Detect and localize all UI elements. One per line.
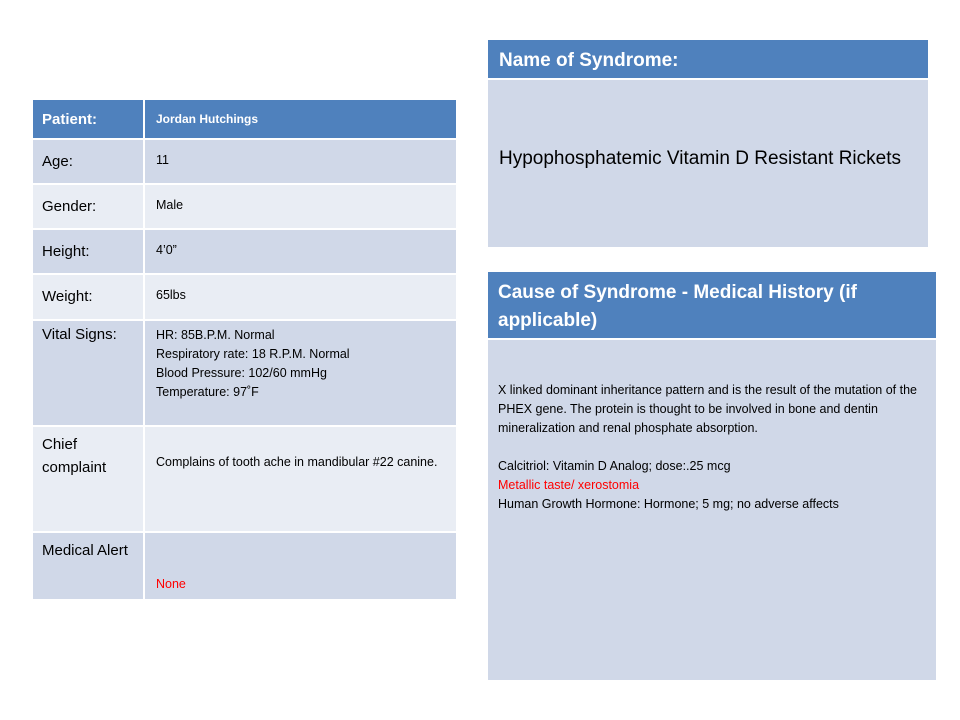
syndrome-name-panel bbox=[488, 80, 928, 247]
medication-growth-hormone: Human Growth Hormone: Hormone; 5 mg; no adverse affects bbox=[498, 497, 839, 511]
age-row bbox=[33, 140, 456, 185]
gender-value: Male bbox=[156, 198, 184, 212]
gender-row bbox=[33, 185, 456, 230]
heart-rate-text: HR: 85B.P.M. Normal bbox=[156, 328, 275, 342]
patient-name: Jordan Hutchings bbox=[145, 100, 456, 140]
weight-row bbox=[33, 275, 456, 321]
syndrome-name-header: Name of Syndrome: bbox=[488, 40, 928, 78]
cause-description: X linked dominant inheritance pattern and is the result of the mutation of the PHEX gene. The protein is thought to be involved in bone and dentin mineralization and renal phosphate absorption. bbox=[498, 383, 918, 435]
gender-label: Gender: bbox=[42, 198, 97, 215]
vital-signs-label: Vital Signs: bbox=[42, 326, 117, 343]
height-row bbox=[33, 230, 456, 275]
weight-label: Weight: bbox=[42, 288, 93, 305]
patient-header-row bbox=[33, 100, 456, 140]
medical-alert-row bbox=[33, 533, 456, 599]
side-effect-text: Metallic taste/ xerostomia bbox=[498, 478, 640, 492]
cause-header: Cause of Syndrome - Medical History (if applicable) bbox=[488, 272, 936, 338]
patient-info-table bbox=[33, 100, 456, 599]
height-label: Height: bbox=[42, 243, 90, 260]
medical-alert-value: None bbox=[156, 577, 186, 591]
blood-pressure-text: Blood Pressure: 102/60 mmHg bbox=[156, 366, 327, 380]
age-label: Age: bbox=[42, 153, 73, 170]
weight-value: 65lbs bbox=[156, 288, 186, 302]
height-value: 4’0” bbox=[156, 243, 177, 257]
age-value: 11 bbox=[156, 153, 169, 167]
vital-signs-row bbox=[33, 321, 456, 427]
syndrome-name: Hypophosphatemic Vitamin D Resistant Rickets bbox=[499, 148, 901, 169]
chief-complaint-label: Chief complaint bbox=[42, 436, 107, 476]
patient-label: Patient: bbox=[33, 100, 145, 140]
medical-alert-label: Medical Alert bbox=[42, 542, 128, 559]
respiratory-rate-text: Respiratory rate: 18 R.P.M. Normal bbox=[156, 347, 350, 361]
chief-complaint-value: Complains of tooth ache in mandibular #22 canine. bbox=[156, 455, 438, 469]
medication-calcitriol: Calcitriol: Vitamin D Analog; dose:.25 mcg bbox=[498, 459, 731, 473]
vital-signs-values bbox=[156, 321, 456, 402]
temperature-text: Temperature: 97˚F bbox=[156, 385, 259, 399]
cause-panel bbox=[488, 340, 936, 680]
chief-complaint-row bbox=[33, 427, 456, 533]
